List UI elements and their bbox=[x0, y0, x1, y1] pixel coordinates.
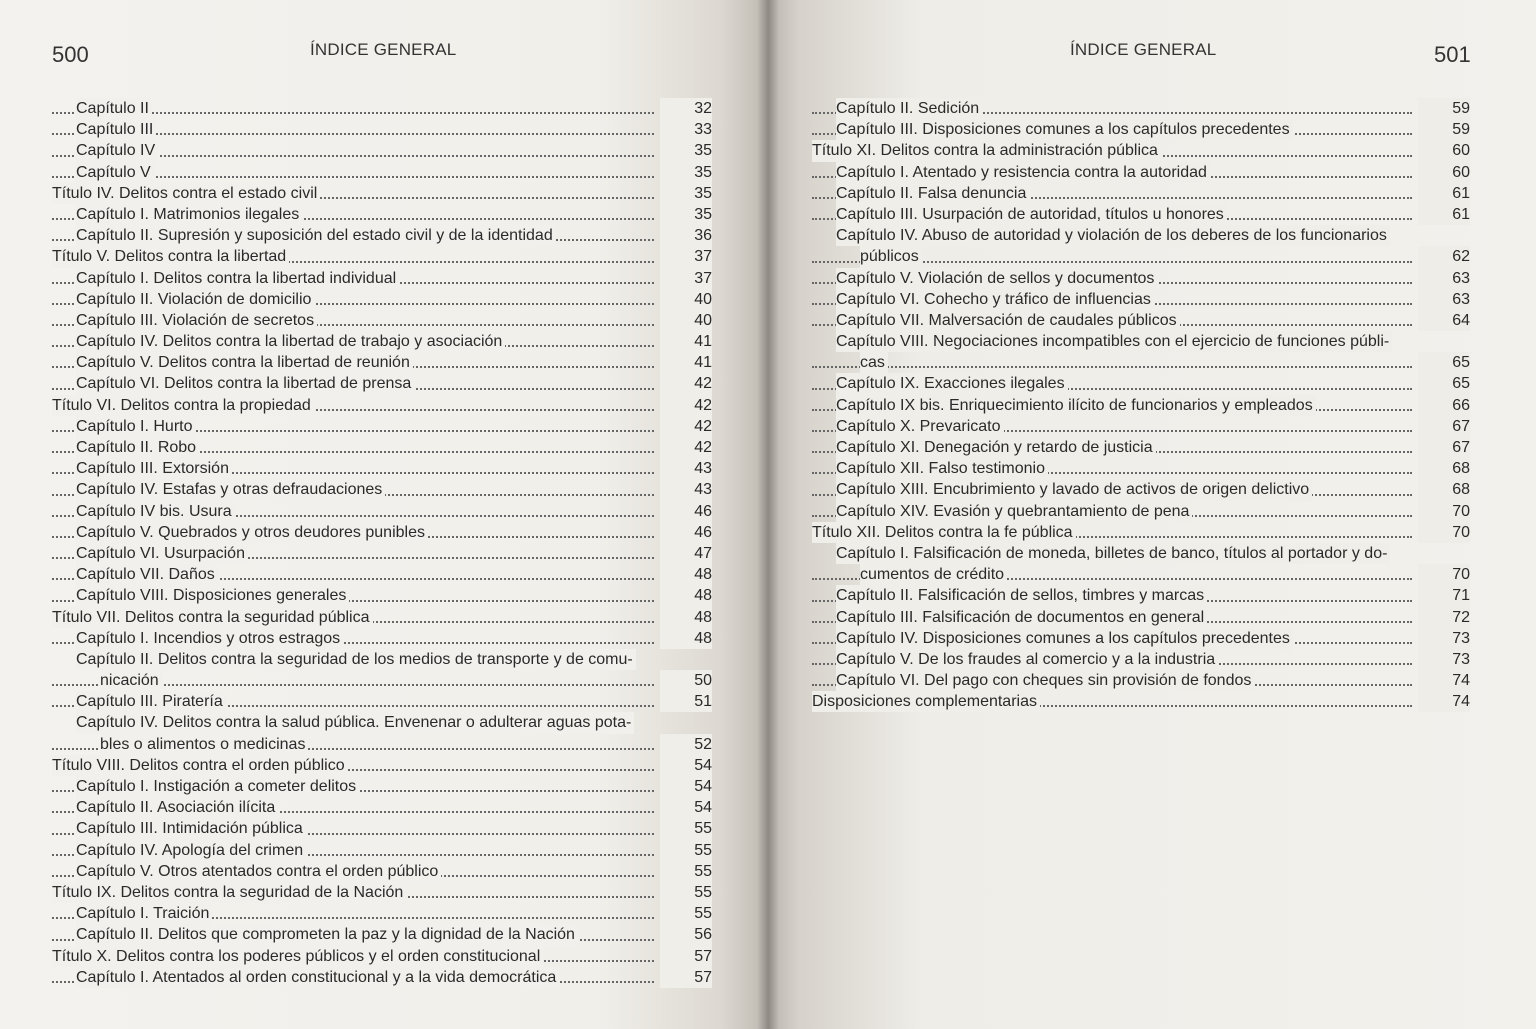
toc-entry-title: cas bbox=[860, 352, 888, 373]
toc-entry bbox=[812, 395, 1470, 416]
toc-entry-page: 57 bbox=[660, 967, 712, 988]
toc-entry-title: Capítulo IV. Abuso de autoridad y violación de los deberes de los funcionarios bbox=[836, 225, 1390, 246]
toc-entry-page: 48 bbox=[660, 628, 712, 649]
toc-entry-title: Capítulo V. Delitos contra la libertad de reunión bbox=[76, 352, 413, 373]
toc-entry bbox=[52, 352, 712, 373]
toc-entry-title: Capítulo II bbox=[76, 98, 152, 119]
toc-entry-title: Capítulo IX bis. Enriquecimiento ilícito de funcionarios y empleados bbox=[836, 395, 1316, 416]
toc-entry-page: 55 bbox=[660, 903, 712, 924]
toc-entry-title: Capítulo IV. Delitos contra la libertad de trabajo y asociación bbox=[76, 331, 505, 352]
toc-entry bbox=[52, 924, 712, 945]
toc-entry-title: Título XI. Delitos contra la administración pública bbox=[812, 140, 1161, 161]
toc-entry bbox=[52, 162, 712, 183]
toc-entry-title: Capítulo XIII. Encubrimiento y lavado de activos de origen delictivo bbox=[836, 479, 1312, 500]
toc-entry-page: 43 bbox=[660, 458, 712, 479]
toc-entry bbox=[52, 903, 712, 924]
toc-entry-title: Capítulo X. Prevaricato bbox=[836, 416, 1004, 437]
toc-entry-page: 71 bbox=[1418, 585, 1470, 606]
toc-entry bbox=[52, 776, 712, 797]
toc-entry-title: nicación bbox=[100, 670, 162, 691]
toc-entry-page: 41 bbox=[660, 352, 712, 373]
toc-entry-page: 74 bbox=[1418, 691, 1470, 712]
toc-entry-page: 46 bbox=[660, 501, 712, 522]
book-gutter bbox=[757, 0, 779, 1029]
toc-entry bbox=[812, 649, 1470, 670]
toc-entry bbox=[52, 416, 712, 437]
toc-entry-title: Título VI. Delitos contra la propiedad bbox=[52, 395, 314, 416]
toc-entry bbox=[52, 691, 712, 712]
toc-entry-title: Capítulo I. Atentados al orden constitucional y a la vida democrática bbox=[76, 967, 559, 988]
toc-entry-page: 54 bbox=[660, 797, 712, 818]
toc-entry-page: 46 bbox=[660, 522, 712, 543]
toc-entry-title: Capítulo VII. Malversación de caudales públicos bbox=[836, 310, 1180, 331]
toc-entry bbox=[812, 268, 1470, 289]
toc-entry bbox=[812, 246, 1470, 267]
toc-entry-page: 65 bbox=[1418, 352, 1470, 373]
toc-entry-title: Capítulo III. Disposiciones comunes a los capítulos precedentes bbox=[836, 119, 1293, 140]
toc-entry-title: Capítulo IV. Estafas y otras defraudaciones bbox=[76, 479, 385, 500]
toc-entry-title: Capítulo V bbox=[76, 162, 154, 183]
toc-entry bbox=[52, 140, 712, 161]
toc-entry-page: 32 bbox=[660, 98, 712, 119]
toc-entry bbox=[812, 437, 1470, 458]
toc-entry-title: Capítulo IV. Apología del crimen bbox=[76, 840, 306, 861]
toc-entry-title: Capítulo III. Falsificación de documentos en general bbox=[836, 607, 1207, 628]
toc-entry bbox=[52, 310, 712, 331]
toc-entry-page: 37 bbox=[660, 246, 712, 267]
toc-entry-title: Capítulo I. Matrimonios ilegales bbox=[76, 204, 302, 225]
toc-entry-title: Capítulo VI. Usurpación bbox=[76, 543, 248, 564]
toc-entry-page: 60 bbox=[1418, 140, 1470, 161]
toc-entry-title: Capítulo II. Sedición bbox=[836, 98, 982, 119]
toc-entry-title: Capítulo III. Extorsión bbox=[76, 458, 232, 479]
toc-entry-title: Título VII. Delitos contra la seguridad pública bbox=[52, 607, 373, 628]
toc-entry-page: 55 bbox=[660, 818, 712, 839]
toc-entry-page: 52 bbox=[660, 734, 712, 755]
table-of-contents bbox=[812, 98, 1470, 712]
toc-entry-title: Capítulo III. Violación de secretos bbox=[76, 310, 317, 331]
toc-entry bbox=[52, 246, 712, 267]
toc-entry-title: Capítulo II. Delitos contra la seguridad de los medios de transporte y de comu- bbox=[76, 649, 636, 670]
toc-entry-page: 35 bbox=[660, 204, 712, 225]
toc-entry-title: Capítulo I. Instigación a cometer delitos bbox=[76, 776, 359, 797]
toc-entry bbox=[812, 479, 1470, 500]
toc-entry-page: 42 bbox=[660, 416, 712, 437]
toc-entry bbox=[812, 183, 1470, 204]
toc-entry-page: 42 bbox=[660, 373, 712, 394]
table-of-contents bbox=[52, 98, 712, 988]
toc-entry-title: Capítulo II. Violación de domicilio bbox=[76, 289, 314, 310]
toc-entry-page: 36 bbox=[660, 225, 712, 246]
toc-entry-title: Capítulo II. Supresión y suposición del estado civil y de la identidad bbox=[76, 225, 556, 246]
toc-entry bbox=[52, 967, 712, 988]
toc-entry bbox=[52, 289, 712, 310]
toc-entry-title: Capítulo V. Quebrados y otros deudores punibles bbox=[76, 522, 428, 543]
toc-entry-title: Capítulo VIII. Disposiciones generales bbox=[76, 585, 349, 606]
toc-entry bbox=[812, 522, 1470, 543]
toc-entry bbox=[52, 607, 712, 628]
toc-entry bbox=[812, 162, 1470, 183]
toc-entry-page: 67 bbox=[1418, 437, 1470, 458]
toc-entry-page: 47 bbox=[660, 543, 712, 564]
toc-entry bbox=[52, 755, 712, 776]
toc-entry bbox=[812, 691, 1470, 712]
toc-entry bbox=[812, 140, 1470, 161]
toc-entry bbox=[52, 712, 712, 733]
toc-entry-page: 48 bbox=[660, 564, 712, 585]
toc-entry-title: Capítulo IV. Disposiciones comunes a los capítulos precedentes bbox=[836, 628, 1293, 649]
toc-entry-page: 70 bbox=[1418, 522, 1470, 543]
toc-entry-page: 54 bbox=[660, 776, 712, 797]
toc-entry-page: 54 bbox=[660, 755, 712, 776]
toc-entry-page: 55 bbox=[660, 861, 712, 882]
toc-entry bbox=[52, 543, 712, 564]
toc-entry-page: 40 bbox=[660, 289, 712, 310]
toc-entry-page: 48 bbox=[660, 585, 712, 606]
toc-entry-title: Capítulo II. Falsa denuncia bbox=[836, 183, 1029, 204]
toc-entry-page: 74 bbox=[1418, 670, 1470, 691]
toc-entry-title: Capítulo I. Atentado y resistencia contra la autoridad bbox=[836, 162, 1210, 183]
toc-entry-title: Capítulo VI. Del pago con cheques sin provisión de fondos bbox=[836, 670, 1254, 691]
toc-entry-title: Título IV. Delitos contra el estado civil bbox=[52, 183, 320, 204]
running-head: ÍNDICE GENERAL bbox=[310, 40, 457, 59]
toc-entry-page: 43 bbox=[660, 479, 712, 500]
toc-entry bbox=[52, 225, 712, 246]
toc-entry-title: Título VIII. Delitos contra el orden público bbox=[52, 755, 348, 776]
toc-entry bbox=[52, 670, 712, 691]
toc-entry-page: 57 bbox=[660, 946, 712, 967]
toc-entry bbox=[52, 840, 712, 861]
toc-entry bbox=[52, 818, 712, 839]
toc-entry bbox=[812, 119, 1470, 140]
toc-entry-page: 60 bbox=[1418, 162, 1470, 183]
toc-entry-title: Capítulo VII. Daños bbox=[76, 564, 218, 585]
toc-entry bbox=[52, 331, 712, 352]
toc-entry-page: 62 bbox=[1418, 246, 1470, 267]
toc-entry-title: Capítulo IX. Exacciones ilegales bbox=[836, 373, 1068, 394]
toc-entry-page: 68 bbox=[1418, 479, 1470, 500]
toc-entry-title: Capítulo XIV. Evasión y quebrantamiento de pena bbox=[836, 501, 1192, 522]
toc-entry bbox=[812, 458, 1470, 479]
toc-entry-page: 33 bbox=[660, 119, 712, 140]
toc-entry-title: Capítulo III. Intimidación pública bbox=[76, 818, 306, 839]
toc-entry bbox=[52, 458, 712, 479]
toc-entry-page: 42 bbox=[660, 437, 712, 458]
right-page bbox=[768, 0, 1536, 1029]
toc-entry-title: Capítulo I. Incendios y otros estragos bbox=[76, 628, 343, 649]
toc-entry-title: Capítulo IV bis. Usura bbox=[76, 501, 235, 522]
toc-entry bbox=[812, 331, 1470, 352]
toc-entry bbox=[812, 564, 1470, 585]
toc-entry bbox=[52, 649, 712, 670]
toc-entry-page: 37 bbox=[660, 268, 712, 289]
toc-entry-title: Capítulo I. Traición bbox=[76, 903, 212, 924]
toc-entry bbox=[812, 204, 1470, 225]
toc-entry-title: cumentos de crédito bbox=[860, 564, 1007, 585]
toc-entry bbox=[52, 946, 712, 967]
toc-entry-page: 56 bbox=[660, 924, 712, 945]
toc-entry-page: 72 bbox=[1418, 607, 1470, 628]
toc-entry-title: Disposiciones complementarias bbox=[812, 691, 1040, 712]
toc-entry bbox=[812, 416, 1470, 437]
toc-entry bbox=[52, 479, 712, 500]
toc-entry-title: Título XII. Delitos contra la fe pública bbox=[812, 522, 1076, 543]
toc-entry-page: 68 bbox=[1418, 458, 1470, 479]
toc-entry-page: 51 bbox=[660, 691, 712, 712]
toc-entry bbox=[812, 543, 1470, 564]
toc-entry-page: 35 bbox=[660, 183, 712, 204]
toc-entry-page: 67 bbox=[1418, 416, 1470, 437]
toc-entry bbox=[812, 98, 1470, 119]
toc-entry-page: 73 bbox=[1418, 628, 1470, 649]
toc-entry-title: Capítulo IV. Delitos contra la salud pública. Envenenar o adulterar aguas pota- bbox=[76, 712, 634, 733]
toc-entry-title: Capítulo XII. Falso testimonio bbox=[836, 458, 1048, 479]
toc-entry bbox=[52, 437, 712, 458]
toc-entry bbox=[812, 670, 1470, 691]
toc-entry bbox=[812, 352, 1470, 373]
toc-entry bbox=[52, 861, 712, 882]
toc-entry-page: 66 bbox=[1418, 395, 1470, 416]
toc-entry-page: 59 bbox=[1418, 119, 1470, 140]
toc-entry-title: Capítulo VIII. Negociaciones incompatibles con el ejercicio de funciones públi- bbox=[836, 331, 1392, 352]
toc-entry-title: Capítulo V. Otros atentados contra el orden público bbox=[76, 861, 441, 882]
running-head: ÍNDICE GENERAL bbox=[1070, 40, 1217, 59]
toc-entry-page: 61 bbox=[1418, 204, 1470, 225]
page-number: 500 bbox=[52, 42, 89, 67]
toc-entry-title: Capítulo II. Delitos que comprometen la paz y la dignidad de la Nación bbox=[76, 924, 578, 945]
toc-entry bbox=[52, 734, 712, 755]
toc-entry-title: Capítulo II. Falsificación de sellos, timbres y marcas bbox=[836, 585, 1207, 606]
toc-entry-page: 59 bbox=[1418, 98, 1470, 119]
toc-entry-title: Título IX. Delitos contra la seguridad de la Nación bbox=[52, 882, 406, 903]
toc-entry bbox=[812, 225, 1470, 246]
toc-entry-title: bles o alimentos o medicinas bbox=[100, 734, 308, 755]
toc-entry-page: 63 bbox=[1418, 289, 1470, 310]
toc-entry-page: 64 bbox=[1418, 310, 1470, 331]
toc-entry bbox=[52, 585, 712, 606]
toc-entry bbox=[812, 607, 1470, 628]
toc-entry bbox=[52, 183, 712, 204]
toc-entry bbox=[52, 395, 712, 416]
toc-entry bbox=[812, 373, 1470, 394]
toc-entry bbox=[52, 628, 712, 649]
toc-entry bbox=[52, 98, 712, 119]
toc-entry-title: Capítulo III. Usurpación de autoridad, títulos u honores bbox=[836, 204, 1227, 225]
dot-leader bbox=[812, 366, 1412, 368]
toc-entry-title: Título V. Delitos contra la libertad bbox=[52, 246, 289, 267]
toc-entry-page: 42 bbox=[660, 395, 712, 416]
toc-entry-title: Capítulo I. Delitos contra la libertad individual bbox=[76, 268, 399, 289]
toc-entry bbox=[52, 268, 712, 289]
toc-entry-page: 73 bbox=[1418, 649, 1470, 670]
toc-entry bbox=[812, 628, 1470, 649]
toc-entry bbox=[52, 373, 712, 394]
toc-entry-title: Capítulo XI. Denegación y retardo de justicia bbox=[836, 437, 1156, 458]
toc-entry-page: 70 bbox=[1418, 564, 1470, 585]
toc-entry bbox=[812, 501, 1470, 522]
toc-entry-title: Capítulo V. De los fraudes al comercio y a la industria bbox=[836, 649, 1218, 670]
toc-entry-title: Capítulo I. Falsificación de moneda, billetes de banco, títulos al portador y do- bbox=[836, 543, 1390, 564]
toc-entry-page: 55 bbox=[660, 840, 712, 861]
page-number: 501 bbox=[1434, 42, 1471, 67]
toc-entry-title: Capítulo II. Asociación ilícita bbox=[76, 797, 278, 818]
toc-entry-page: 70 bbox=[1418, 501, 1470, 522]
toc-entry bbox=[812, 289, 1470, 310]
toc-entry-title: Título X. Delitos contra los poderes públicos y el orden constitucional bbox=[52, 946, 543, 967]
toc-entry bbox=[812, 310, 1470, 331]
toc-entry bbox=[52, 882, 712, 903]
toc-entry-title: Capítulo II. Robo bbox=[76, 437, 199, 458]
toc-entry-page: 50 bbox=[660, 670, 712, 691]
toc-entry-title: Capítulo III. Piratería bbox=[76, 691, 226, 712]
toc-entry-title: Capítulo IV bbox=[76, 140, 158, 161]
toc-entry bbox=[52, 522, 712, 543]
toc-entry-page: 65 bbox=[1418, 373, 1470, 394]
toc-entry-page: 35 bbox=[660, 140, 712, 161]
toc-entry-page: 41 bbox=[660, 331, 712, 352]
toc-entry-title: Capítulo VI. Delitos contra la libertad de prensa bbox=[76, 373, 414, 394]
toc-entry-page: 63 bbox=[1418, 268, 1470, 289]
toc-entry-page: 55 bbox=[660, 882, 712, 903]
toc-entry-title: Capítulo V. Violación de sellos y documentos bbox=[836, 268, 1157, 289]
toc-entry-title: Capítulo III bbox=[76, 119, 156, 140]
toc-entry-title: públicos bbox=[860, 246, 922, 267]
toc-entry bbox=[52, 119, 712, 140]
toc-entry-page: 48 bbox=[660, 607, 712, 628]
toc-entry bbox=[52, 501, 712, 522]
toc-entry-page: 61 bbox=[1418, 183, 1470, 204]
toc-entry-title: Capítulo I. Hurto bbox=[76, 416, 196, 437]
toc-entry bbox=[52, 204, 712, 225]
toc-entry bbox=[812, 585, 1470, 606]
toc-entry bbox=[52, 797, 712, 818]
toc-entry-page: 40 bbox=[660, 310, 712, 331]
toc-entry bbox=[52, 564, 712, 585]
toc-entry-title: Capítulo VI. Cohecho y tráfico de influencias bbox=[836, 289, 1154, 310]
toc-entry-page: 35 bbox=[660, 162, 712, 183]
